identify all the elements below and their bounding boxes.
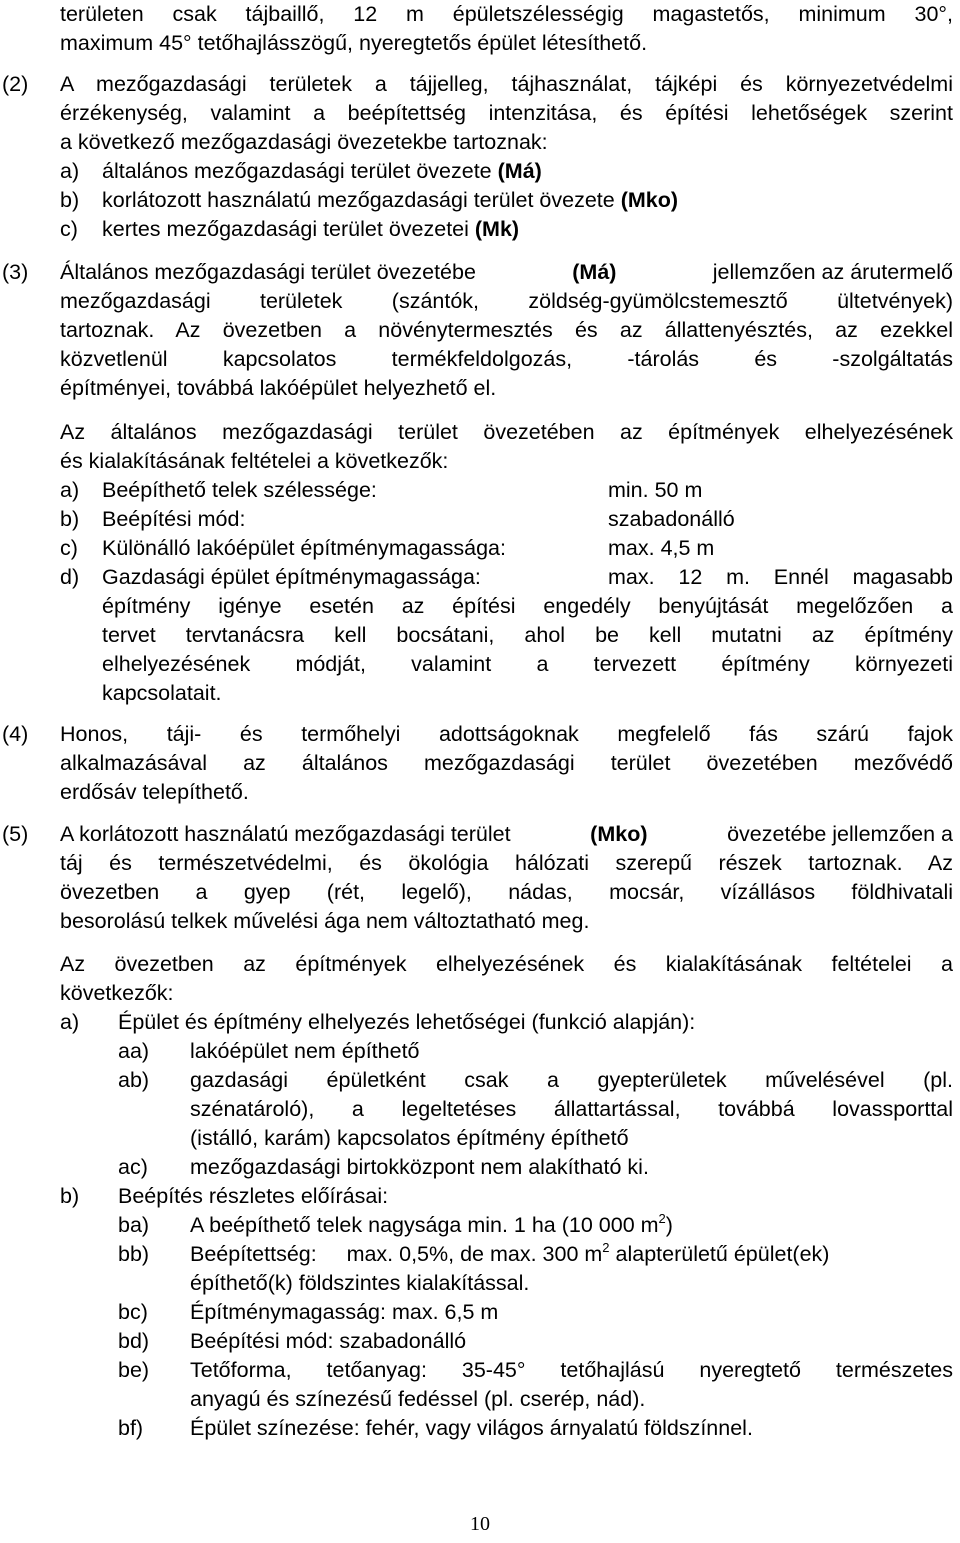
p5-line-4: besorolású telkek művelési ága nem változtatható meg. bbox=[60, 909, 590, 933]
p5-b-label: b) bbox=[60, 1184, 80, 1208]
p2-item-a bbox=[102, 157, 542, 186]
cond-c-text: Különálló lakóépület építménymagassága: bbox=[102, 536, 506, 560]
page-number: 10 bbox=[470, 1513, 490, 1535]
text-segment: övezetébe jellemzően a bbox=[727, 822, 953, 846]
bf-label: bf) bbox=[118, 1416, 144, 1440]
intro-line-1 bbox=[60, 0, 953, 29]
ab-line-2: szénatároló), a legeltetéses állattartással, továbbá lovassporttal bbox=[190, 1097, 953, 1121]
cond-d-label: d) bbox=[60, 565, 80, 589]
cond-d-cont-1: építmény igénye esetén az építési engedély benyújtását megelőzően a bbox=[102, 594, 953, 618]
aa-text: lakóépület nem építhető bbox=[190, 1039, 420, 1063]
bb-line-2: építhető(k) földszintes kialakítással. bbox=[190, 1271, 530, 1295]
p3-line-2: mezőgazdasági területek (szántók, zöldség-gyümölcstemesztő ültetvények) bbox=[60, 289, 953, 313]
zone-code: (Mk) bbox=[474, 217, 520, 241]
ab-line-1: gazdasági épületként csak a gyepterületek művelésével (pl. bbox=[190, 1068, 953, 1092]
bf-text: Épület színezése: fehér, vagy világos árnyalatú földszínnel. bbox=[190, 1416, 753, 1440]
cond-b-label: b) bbox=[60, 507, 80, 531]
word: m bbox=[406, 2, 424, 26]
zone-code: (Má) bbox=[572, 260, 617, 284]
p5-a-text: Épület és építmény elhelyezés lehetőségei (funkció alapján): bbox=[118, 1010, 696, 1034]
p2-line-2: érzékenység, valamint a beépítettség intenzitása, és építési lehetőségek szerint bbox=[60, 101, 953, 125]
cond-b-value: szabadonálló bbox=[608, 507, 735, 531]
item-text: általános mezőgazdasági terület övezete bbox=[102, 159, 492, 183]
text-segment: ) bbox=[665, 1213, 673, 1237]
word: épületszélességig bbox=[452, 2, 624, 26]
ba-label: ba) bbox=[118, 1213, 150, 1237]
p2-line-3: a következő mezőgazdasági övezetekbe tartoznak: bbox=[60, 130, 548, 154]
p5-cond-line-1: Az övezetben az építmények elhelyezésének és kialakításának feltételei a bbox=[60, 952, 953, 976]
cond-c-label: c) bbox=[60, 536, 78, 560]
word: tájbaillő, bbox=[245, 2, 325, 26]
word: 12 bbox=[353, 2, 378, 26]
text-segment: A korlátozott használatú mezőgazdasági terület bbox=[60, 822, 511, 846]
word: minimum bbox=[798, 2, 886, 26]
p5-line-1 bbox=[60, 820, 953, 849]
word: csak bbox=[172, 2, 217, 26]
paragraph-4-number: (4) bbox=[2, 722, 29, 746]
p5-a-label: a) bbox=[60, 1010, 80, 1034]
bd-label: bd) bbox=[118, 1329, 150, 1353]
superscript: 2 bbox=[602, 1240, 610, 1255]
p4-line-2: alkalmazásával az általános mezőgazdasági terület övezetében mezővédő bbox=[60, 751, 953, 775]
zone-code: (Mko) bbox=[590, 822, 648, 846]
bc-label: bc) bbox=[118, 1300, 148, 1324]
p4-line-1: Honos, táji- és termőhelyi adottságoknak megfelelő fás szárú fajok bbox=[60, 722, 953, 746]
bb-line-1 bbox=[190, 1240, 829, 1269]
p5-line-3: övezetben a gyep (rét, legelő), nádas, mocsár, vízállásos földhivatali bbox=[60, 880, 953, 904]
p3-line-4: közvetlenül kapcsolatos termékfeldolgozás, -tárolás és -szolgáltatás bbox=[60, 347, 953, 371]
be-line-2: anyagú és színezésű fedéssel (pl. cserép, nád). bbox=[190, 1387, 646, 1411]
text-segment: alapterületű épület(ek) bbox=[609, 1242, 830, 1266]
p2-item-a-label: a) bbox=[60, 159, 80, 183]
cond-b-text: Beépítési mód: bbox=[102, 507, 246, 531]
p2-item-c bbox=[102, 215, 519, 244]
ac-label: ac) bbox=[118, 1155, 148, 1179]
cond-d-value: max. 12 m. Ennél magasabb bbox=[608, 565, 953, 589]
word: területen bbox=[60, 2, 144, 26]
text-segment: Beépítettség: max. 0,5%, de max. 300 m bbox=[190, 1242, 603, 1266]
p2-item-c-label: c) bbox=[60, 217, 78, 241]
ac-text: mezőgazdasági birtokközpont nem alakítható ki. bbox=[190, 1155, 649, 1179]
p3-line-5: építményei, továbbá lakóépület helyezhető el. bbox=[60, 376, 497, 400]
p2-line-1: A mezőgazdasági területek a tájjelleg, tájhasználat, tájképi és környezetvédelmi bbox=[60, 72, 953, 96]
intro-line-2: maximum 45° tetőhajlásszögű, nyeregtetős épület létesíthető. bbox=[60, 31, 648, 55]
ba-text bbox=[190, 1211, 673, 1240]
superscript: 2 bbox=[658, 1211, 666, 1226]
p5-b-text: Beépítés részletes előírásai: bbox=[118, 1184, 389, 1208]
p3-line-3: tartoznak. Az övezetben a növénytermesztés és az állattenyésztés, az ezekkel bbox=[60, 318, 953, 342]
be-line-1: Tetőforma, tetőanyag: 35-45° tetőhajlású nyeregtető természetes bbox=[190, 1358, 953, 1382]
item-text: kertes mezőgazdasági terület övezetei bbox=[102, 217, 469, 241]
zone-code: (Má) bbox=[497, 159, 542, 183]
p3-line-1 bbox=[60, 258, 953, 287]
item-text: korlátozott használatú mezőgazdasági terület övezete bbox=[102, 188, 615, 212]
cond-a-value: min. 50 m bbox=[608, 478, 703, 502]
cond-a-label: a) bbox=[60, 478, 80, 502]
bd-text: Beépítési mód: szabadonálló bbox=[190, 1329, 467, 1353]
cond-d-cont-3: elhelyezésének módját, valamint a tervezett építmény környezeti bbox=[102, 652, 953, 676]
cond-a-text: Beépíthető telek szélessége: bbox=[102, 478, 377, 502]
text-segment: Általános mezőgazdasági terület övezetébe bbox=[60, 260, 476, 284]
paragraph-2-number: (2) bbox=[2, 72, 29, 96]
paragraph-5-number: (5) bbox=[2, 822, 29, 846]
cond-d-cont-2: tervet tervtanácsra kell bocsátani, ahol be kell mutatni az építmény bbox=[102, 623, 953, 647]
ab-line-3: (istálló, karám) kapcsolatos építmény építhető bbox=[190, 1126, 629, 1150]
bb-label: bb) bbox=[118, 1242, 150, 1266]
p5-cond-line-2: következők: bbox=[60, 981, 174, 1005]
be-label: be) bbox=[118, 1358, 150, 1382]
cond-d-cont-4: kapcsolatait. bbox=[102, 681, 222, 705]
text-segment: jellemzően az árutermelő bbox=[712, 260, 953, 284]
word: 30°, bbox=[914, 2, 953, 26]
aa-label: aa) bbox=[118, 1039, 150, 1063]
paragraph-3-number: (3) bbox=[2, 260, 29, 284]
zone-code: (Mko) bbox=[620, 188, 679, 212]
p2-item-b-label: b) bbox=[60, 188, 80, 212]
cond-c-value: max. 4,5 m bbox=[608, 536, 715, 560]
p3-cond-line-1: Az általános mezőgazdasági terület övezetében az építmények elhelyezésének bbox=[60, 420, 953, 444]
bc-text: Építménymagasság: max. 6,5 m bbox=[190, 1300, 499, 1324]
p4-line-3: erdősáv telepíthető. bbox=[60, 780, 249, 804]
text-segment: A beépíthető telek nagysága min. 1 ha (10 000 m bbox=[190, 1213, 659, 1237]
p2-item-b bbox=[102, 186, 678, 215]
p3-cond-line-2: és kialakításának feltételei a következők: bbox=[60, 449, 449, 473]
word: magastetős, bbox=[652, 2, 770, 26]
cond-d-text: Gazdasági épület építménymagassága: bbox=[102, 565, 481, 589]
ab-label: ab) bbox=[118, 1068, 150, 1092]
p5-line-2: táj és természetvédelmi, és ökológia hálózati szerepű részek tartoznak. Az bbox=[60, 851, 953, 875]
